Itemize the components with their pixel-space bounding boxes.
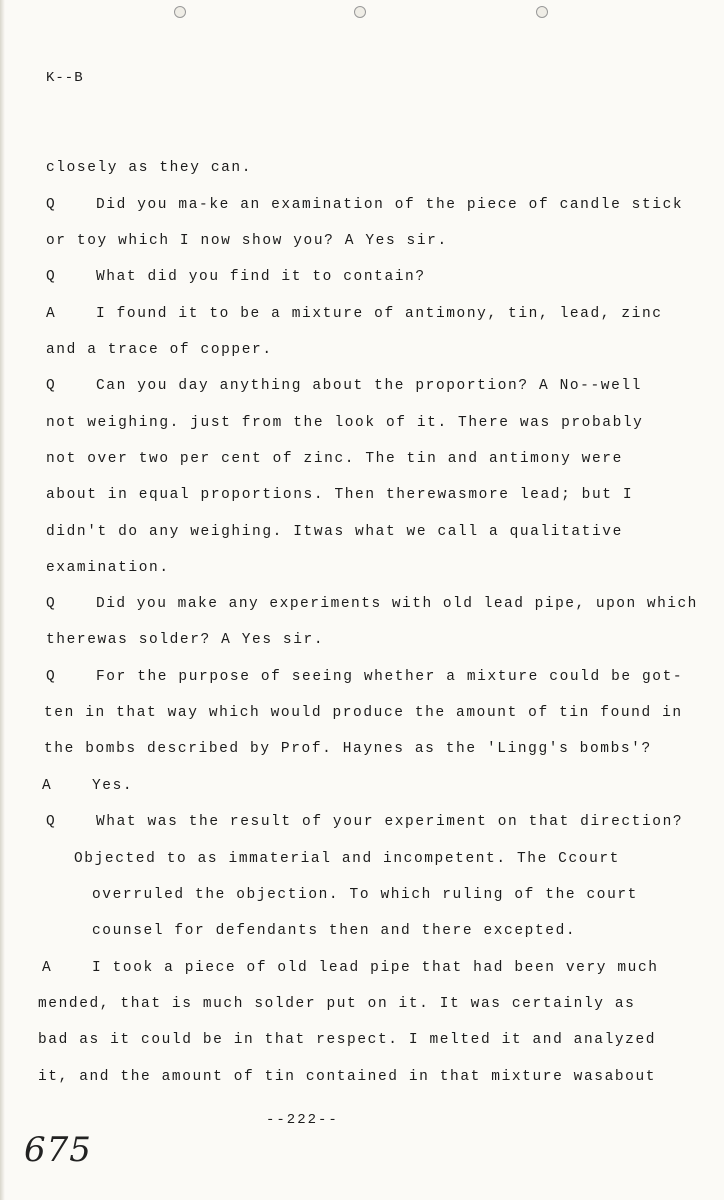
transcript-line — [46, 814, 683, 830]
line-text: ten in that way which would produce the amount of tin found in — [44, 705, 683, 721]
transcript-line — [46, 560, 170, 576]
transcript-line — [74, 851, 620, 867]
line-text: counsel for defendants then and there excepted. — [92, 923, 577, 939]
punch-hole — [354, 6, 366, 18]
transcript-line — [46, 378, 642, 394]
transcript-line — [46, 669, 683, 685]
answer-label: A — [42, 960, 53, 976]
transcript-line — [46, 596, 698, 612]
line-text: I found it to be a mixture of antimony, tin, lead, zinc — [96, 306, 663, 322]
line-text: Objected to as immaterial and incompetent. The Ccourt — [74, 851, 620, 867]
question-label: Q — [46, 814, 57, 830]
transcript-line — [46, 632, 324, 648]
transcript-line — [44, 705, 683, 721]
question-label: Q — [46, 269, 57, 285]
line-text: about in equal proportions. Then therewasmore lead; but I — [46, 487, 634, 503]
line-text: bad as it could be in that respect. I melted it and analyzed — [38, 1032, 657, 1048]
transcript-line — [46, 269, 426, 285]
transcript-line — [92, 887, 638, 903]
line-text: What did you find it to contain? — [96, 269, 426, 285]
line-text: Can you day anything about the proportion? A No--well — [96, 378, 642, 394]
question-label: Q — [46, 669, 57, 685]
question-label: Q — [46, 596, 57, 612]
line-text: Did you make any experiments with old lead pipe, upon which — [96, 596, 698, 612]
punch-hole — [174, 6, 186, 18]
line-text: didn't do any weighing. Itwas what we call a qualitative — [46, 524, 623, 540]
line-text: not weighing. just from the look of it. There was probably — [46, 415, 644, 431]
line-text: the bombs described by Prof. Haynes as the 'Lingg's bombs'? — [44, 741, 652, 757]
transcript-line — [46, 487, 633, 503]
line-text: I took a piece of old lead pipe that had been very much — [92, 960, 659, 976]
punch-hole — [536, 6, 548, 18]
line-text: For the purpose of seeing whether a mixture could be got- — [96, 669, 684, 685]
line-text: What was the result of your experiment on that direction? — [96, 814, 684, 830]
transcript-line — [38, 996, 635, 1012]
answer-label: A — [46, 306, 57, 322]
line-text: not over two per cent of zinc. The tin and antimony were — [46, 451, 623, 467]
transcript-line — [92, 923, 576, 939]
transcript-line — [46, 306, 663, 322]
transcript-line — [38, 1069, 656, 1085]
transcript-line — [46, 451, 623, 467]
line-text: Yes. — [92, 778, 134, 794]
transcript-line — [46, 233, 448, 249]
line-text: or toy which I now show you? A Yes sir. — [46, 233, 448, 249]
transcript-line — [42, 778, 133, 794]
transcript-line — [46, 524, 623, 540]
page-number: --222-- — [266, 1112, 339, 1128]
transcript-line — [42, 960, 659, 976]
transcript-line — [38, 1032, 656, 1048]
handwritten-number: 675 — [24, 1130, 92, 1170]
transcript-line — [46, 160, 252, 176]
line-text: and a trace of copper. — [46, 342, 273, 358]
page-header: K--B — [46, 70, 84, 86]
line-text: examination. — [46, 560, 170, 576]
transcript-line — [46, 197, 683, 213]
transcript-line — [46, 415, 643, 431]
page-edge — [0, 0, 5, 1200]
question-label: Q — [46, 197, 57, 213]
line-text: overruled the objection. To which ruling of the court — [92, 887, 638, 903]
line-text: therewas solder? A Yes sir. — [46, 632, 325, 648]
question-label: Q — [46, 378, 57, 394]
line-text: mended, that is much solder put on it. It was certainly as — [38, 996, 636, 1012]
transcript-line — [46, 342, 273, 358]
line-text: closely as they can. — [46, 160, 253, 176]
line-text: it, and the amount of tin contained in that mixture wasabout — [38, 1069, 657, 1085]
line-text: Did you ma-ke an examination of the piece of candle stick — [96, 197, 684, 213]
answer-label: A — [42, 778, 53, 794]
transcript-line — [44, 741, 652, 757]
